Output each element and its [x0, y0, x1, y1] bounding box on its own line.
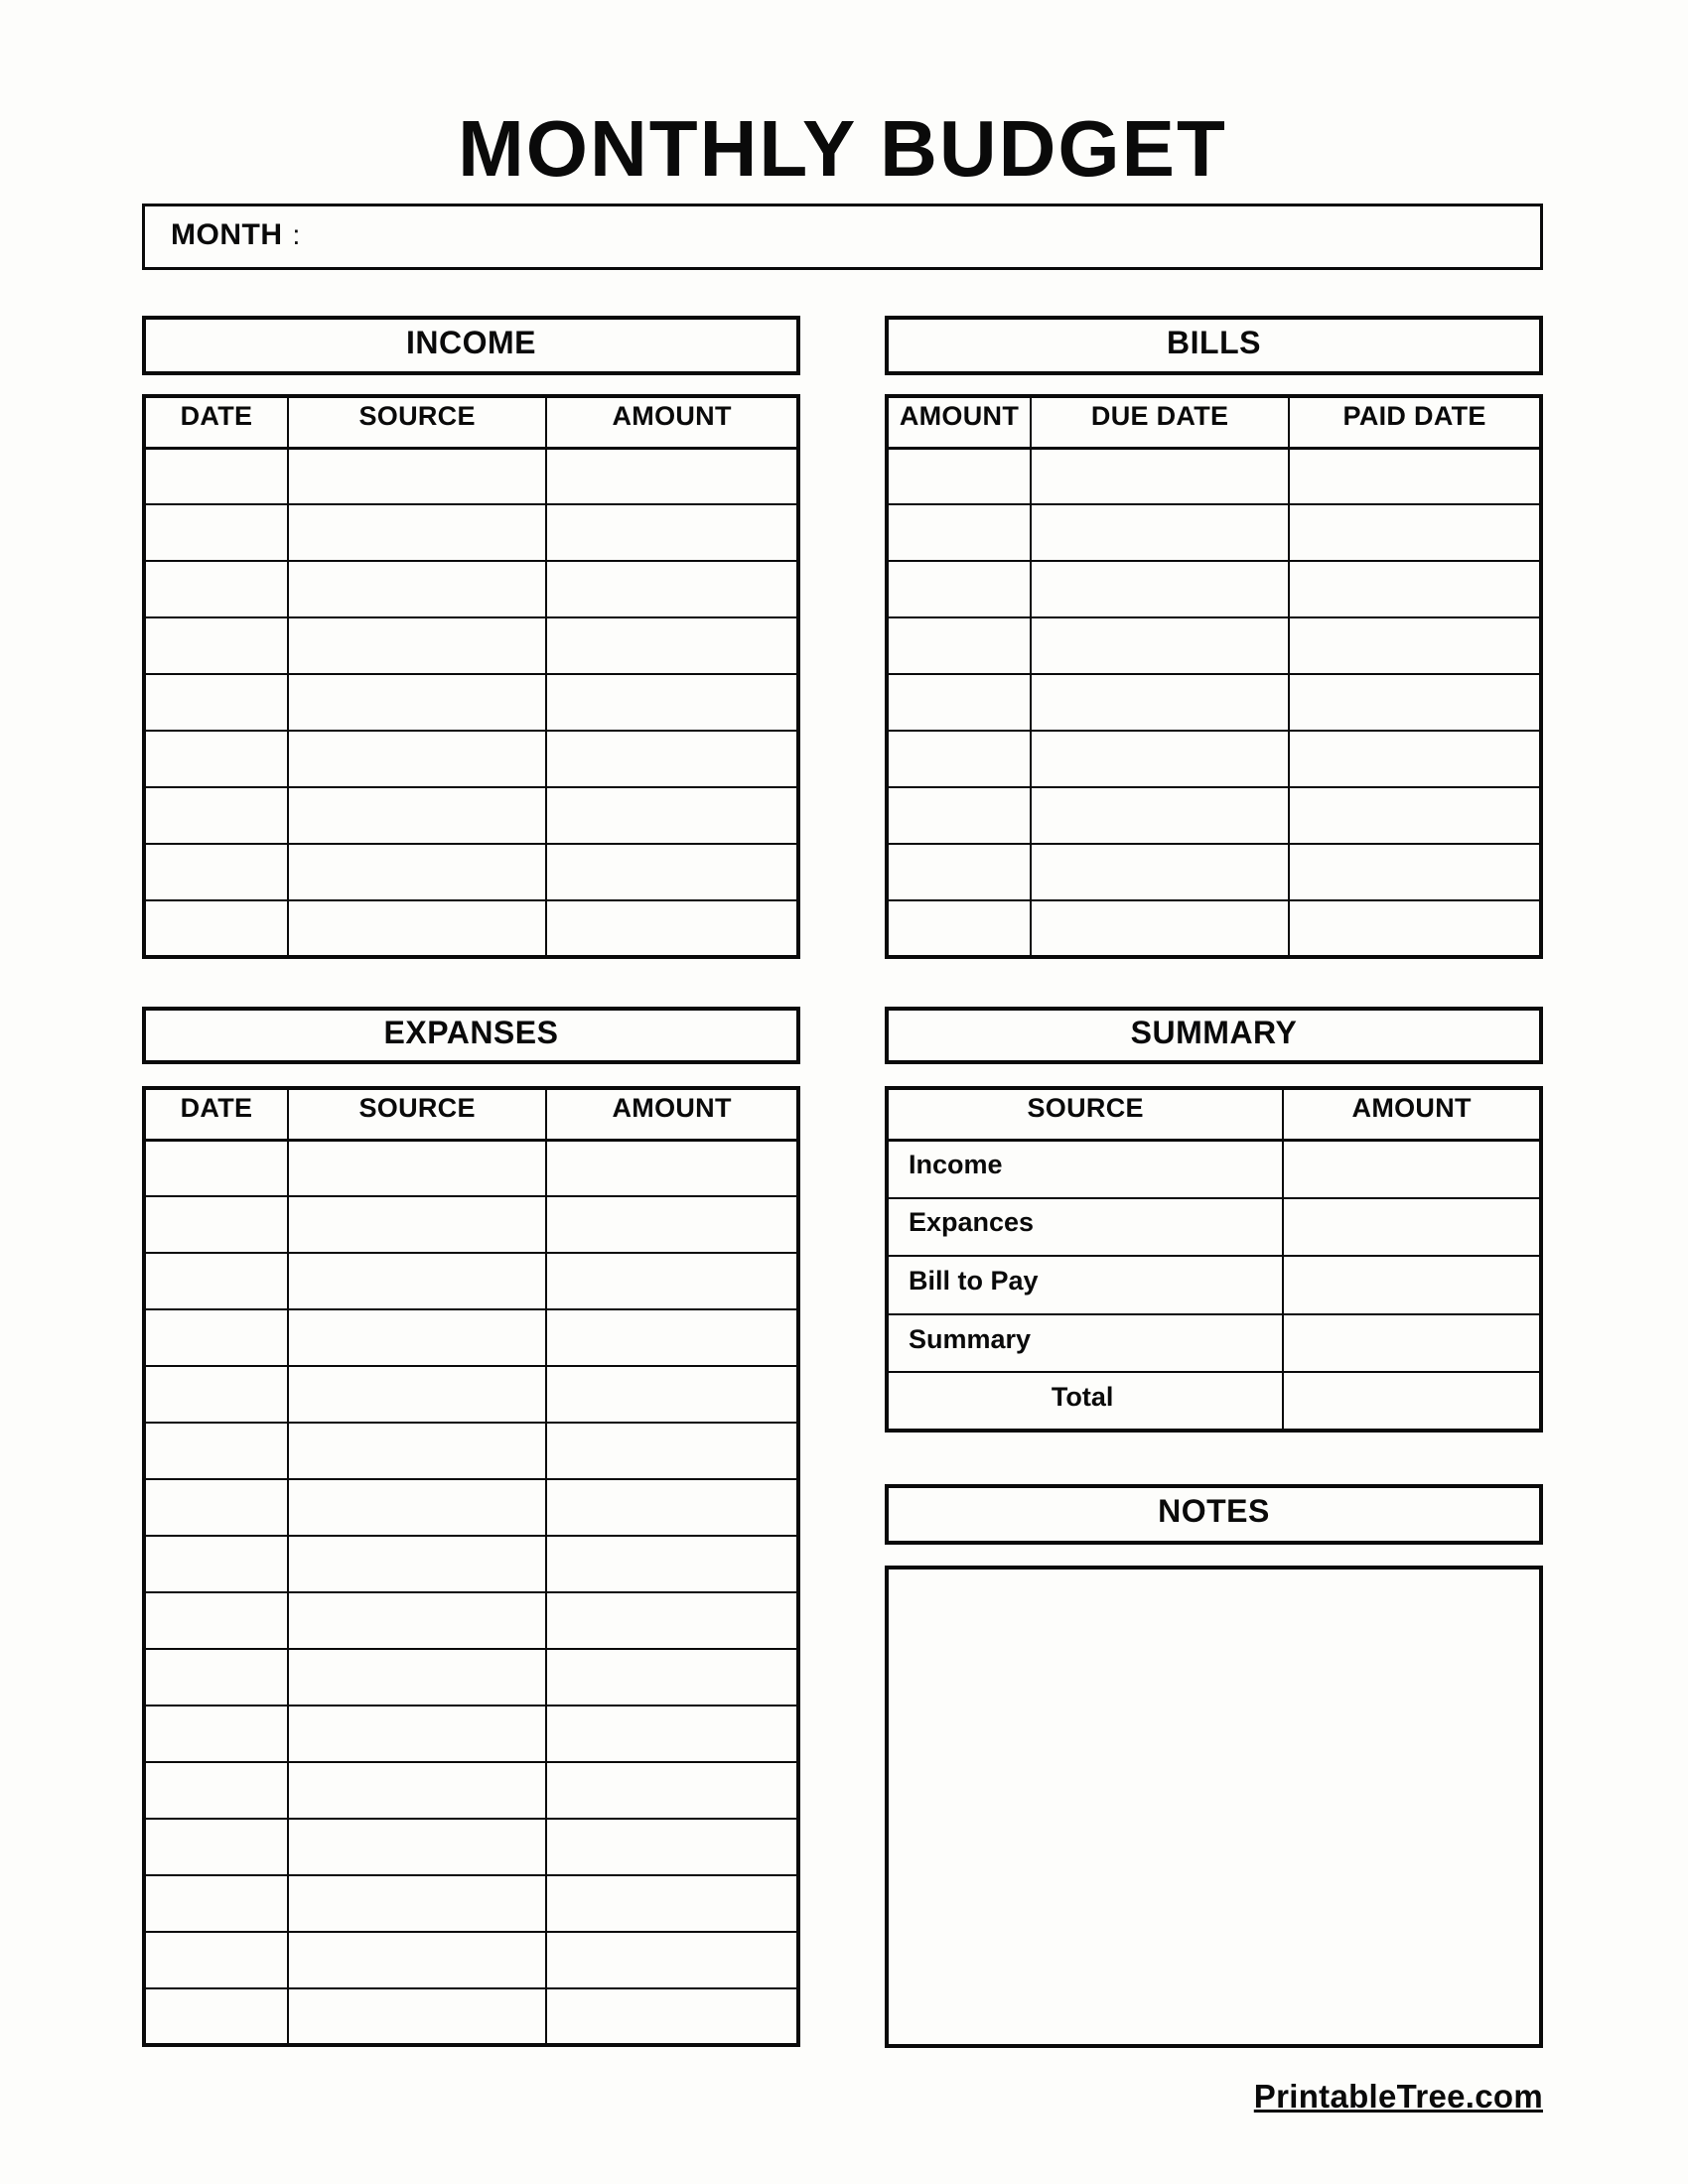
table-row: [887, 900, 1541, 957]
empty-cell: [1031, 731, 1289, 787]
empty-cell: [546, 1309, 798, 1366]
empty-cell: [144, 1592, 288, 1649]
empty-cell: [546, 561, 798, 617]
table-row: [144, 1366, 798, 1423]
column-header: PAID DATE: [1289, 396, 1541, 448]
summary-header-row: [887, 1088, 1541, 1140]
table-row: [144, 1536, 798, 1592]
summary-table: [885, 1086, 1543, 1433]
empty-cell: [144, 1423, 288, 1479]
empty-cell: [288, 731, 546, 787]
empty-cell: [288, 1819, 546, 1875]
table-row: [887, 731, 1541, 787]
empty-cell: [144, 1309, 288, 1366]
empty-cell: [887, 617, 1031, 674]
table-row: [887, 504, 1541, 561]
column-header: AMOUNT: [546, 1088, 798, 1140]
empty-cell: [546, 1366, 798, 1423]
column-header: DUE DATE: [1031, 396, 1289, 448]
table-row: [144, 1649, 798, 1706]
empty-cell: [887, 674, 1031, 731]
empty-cell: [546, 1819, 798, 1875]
empty-cell: [546, 787, 798, 844]
empty-cell: [1289, 731, 1541, 787]
empty-cell: [1031, 504, 1289, 561]
table-row: [144, 900, 798, 957]
empty-cell: [144, 1819, 288, 1875]
table-row: [887, 674, 1541, 731]
notes-section-title: NOTES: [1158, 1493, 1270, 1529]
empty-cell: [546, 1649, 798, 1706]
empty-cell: [288, 1479, 546, 1536]
summary-section-title: SUMMARY: [1130, 1014, 1298, 1050]
column-header: SOURCE: [887, 1088, 1283, 1140]
empty-cell: [1289, 844, 1541, 900]
table-row: [144, 731, 798, 787]
month-field: [142, 204, 1543, 270]
empty-cell: [546, 1988, 798, 2045]
bills-header-row: [887, 396, 1541, 448]
empty-cell: [288, 561, 546, 617]
empty-cell: [887, 561, 1031, 617]
empty-cell: [546, 1140, 798, 1196]
empty-cell: [546, 504, 798, 561]
page-title: MONTHLY BUDGET: [458, 104, 1227, 193]
income-header-row: [144, 396, 798, 448]
table-row: [887, 617, 1541, 674]
empty-cell: [546, 844, 798, 900]
table-row: [144, 1196, 798, 1253]
empty-cell: [144, 504, 288, 561]
empty-cell: [288, 1649, 546, 1706]
summary-row: [887, 1140, 1541, 1198]
summary-row: [887, 1198, 1541, 1257]
empty-cell: [288, 1309, 546, 1366]
empty-cell: [546, 1762, 798, 1819]
empty-cell: [288, 674, 546, 731]
empty-cell: [144, 1932, 288, 1988]
table-row: [144, 1706, 798, 1762]
empty-cell: [144, 448, 288, 504]
empty-cell: [288, 1592, 546, 1649]
empty-cell: [546, 1479, 798, 1536]
summary-section-header: [885, 1007, 1543, 1064]
empty-cell: [1031, 561, 1289, 617]
empty-cell: [144, 617, 288, 674]
empty-cell: [288, 1423, 546, 1479]
table-row: [144, 1875, 798, 1932]
footer-link[interactable]: PrintableTree.com: [1253, 2078, 1543, 2115]
empty-cell: [288, 504, 546, 561]
expanses-table: [142, 1086, 800, 2047]
empty-cell: [1289, 900, 1541, 957]
table-row: [144, 1140, 798, 1196]
empty-cell: [144, 1196, 288, 1253]
empty-cell: [546, 1932, 798, 1988]
notes-area: [885, 1566, 1543, 2048]
summary-row-label: Bill to Pay: [887, 1256, 1283, 1314]
empty-cell: [144, 561, 288, 617]
table-row: [144, 674, 798, 731]
summary-row-label: Expances: [887, 1198, 1283, 1257]
table-row: [887, 448, 1541, 504]
empty-cell: [144, 1649, 288, 1706]
summary-row-label: Income: [887, 1140, 1283, 1198]
summary-total-row: [887, 1372, 1541, 1431]
income-section-header: [142, 316, 800, 375]
empty-cell: [144, 787, 288, 844]
summary-total-label: Total: [887, 1372, 1283, 1431]
empty-cell: [288, 1932, 546, 1988]
month-label: MONTH: [171, 217, 283, 251]
empty-cell: [1289, 787, 1541, 844]
empty-cell: [546, 1196, 798, 1253]
table-row: [144, 504, 798, 561]
empty-cell: [1289, 561, 1541, 617]
table-row: [144, 1253, 798, 1309]
summary-amount-cell: [1283, 1198, 1541, 1257]
empty-cell: [288, 1988, 546, 2045]
empty-cell: [546, 617, 798, 674]
empty-cell: [1289, 674, 1541, 731]
expanses-section-title: EXPANSES: [383, 1014, 559, 1050]
table-row: [144, 1819, 798, 1875]
empty-cell: [144, 1479, 288, 1536]
empty-cell: [546, 731, 798, 787]
empty-cell: [1031, 448, 1289, 504]
empty-cell: [288, 1706, 546, 1762]
empty-cell: [288, 1536, 546, 1592]
empty-cell: [1289, 448, 1541, 504]
empty-cell: [144, 731, 288, 787]
column-header: AMOUNT: [887, 396, 1031, 448]
empty-cell: [1289, 617, 1541, 674]
empty-cell: [144, 1875, 288, 1932]
table-row: [144, 1988, 798, 2045]
empty-cell: [144, 900, 288, 957]
table-row: [144, 1423, 798, 1479]
empty-cell: [144, 1536, 288, 1592]
empty-cell: [1031, 617, 1289, 674]
empty-cell: [546, 1536, 798, 1592]
empty-cell: [288, 844, 546, 900]
bills-table: [885, 394, 1543, 959]
empty-cell: [288, 448, 546, 504]
empty-cell: [144, 844, 288, 900]
empty-cell: [1289, 504, 1541, 561]
table-row: [887, 787, 1541, 844]
empty-cell: [144, 1366, 288, 1423]
empty-cell: [546, 1592, 798, 1649]
table-row: [144, 448, 798, 504]
empty-cell: [546, 900, 798, 957]
expanses-header-row: [144, 1088, 798, 1140]
empty-cell: [288, 1762, 546, 1819]
bills-section-header: [885, 316, 1543, 375]
empty-cell: [546, 1253, 798, 1309]
column-header: SOURCE: [288, 396, 546, 448]
summary-row-label: Summary: [887, 1314, 1283, 1373]
empty-cell: [144, 1253, 288, 1309]
column-header: SOURCE: [288, 1088, 546, 1140]
empty-cell: [546, 1706, 798, 1762]
column-header: DATE: [144, 396, 288, 448]
table-row: [144, 844, 798, 900]
empty-cell: [1031, 674, 1289, 731]
empty-cell: [288, 1253, 546, 1309]
empty-cell: [1031, 787, 1289, 844]
empty-cell: [546, 674, 798, 731]
empty-cell: [288, 787, 546, 844]
empty-cell: [546, 448, 798, 504]
expanses-section-header: [142, 1007, 800, 1064]
empty-cell: [887, 504, 1031, 561]
summary-amount-cell: [1283, 1140, 1541, 1198]
summary-row: [887, 1256, 1541, 1314]
empty-cell: [546, 1423, 798, 1479]
empty-cell: [144, 1140, 288, 1196]
empty-cell: [288, 1366, 546, 1423]
summary-total-amount-cell: [1283, 1372, 1541, 1431]
column-header: DATE: [144, 1088, 288, 1140]
empty-cell: [144, 1762, 288, 1819]
table-row: [144, 1762, 798, 1819]
table-row: [144, 1479, 798, 1536]
empty-cell: [144, 674, 288, 731]
empty-cell: [144, 1706, 288, 1762]
summary-amount-cell: [1283, 1256, 1541, 1314]
empty-cell: [288, 1196, 546, 1253]
table-row: [144, 1932, 798, 1988]
table-row: [144, 1592, 798, 1649]
empty-cell: [144, 1988, 288, 2045]
empty-cell: [288, 617, 546, 674]
empty-cell: [887, 900, 1031, 957]
empty-cell: [887, 448, 1031, 504]
table-row: [144, 617, 798, 674]
table-row: [144, 561, 798, 617]
empty-cell: [1031, 900, 1289, 957]
table-row: [887, 844, 1541, 900]
income-table: [142, 394, 800, 959]
column-header: AMOUNT: [1283, 1088, 1541, 1140]
income-section-title: INCOME: [406, 324, 536, 360]
summary-amount-cell: [1283, 1314, 1541, 1373]
empty-cell: [546, 1875, 798, 1932]
empty-cell: [288, 1140, 546, 1196]
table-row: [144, 1309, 798, 1366]
empty-cell: [288, 1875, 546, 1932]
empty-cell: [288, 900, 546, 957]
bills-section-title: BILLS: [1167, 324, 1261, 360]
empty-cell: [887, 844, 1031, 900]
table-row: [887, 561, 1541, 617]
notes-section-header: [885, 1484, 1543, 1545]
month-separator: :: [292, 218, 301, 250]
empty-cell: [887, 731, 1031, 787]
column-header: AMOUNT: [546, 396, 798, 448]
table-row: [144, 787, 798, 844]
empty-cell: [887, 787, 1031, 844]
summary-row: [887, 1314, 1541, 1373]
empty-cell: [1031, 844, 1289, 900]
